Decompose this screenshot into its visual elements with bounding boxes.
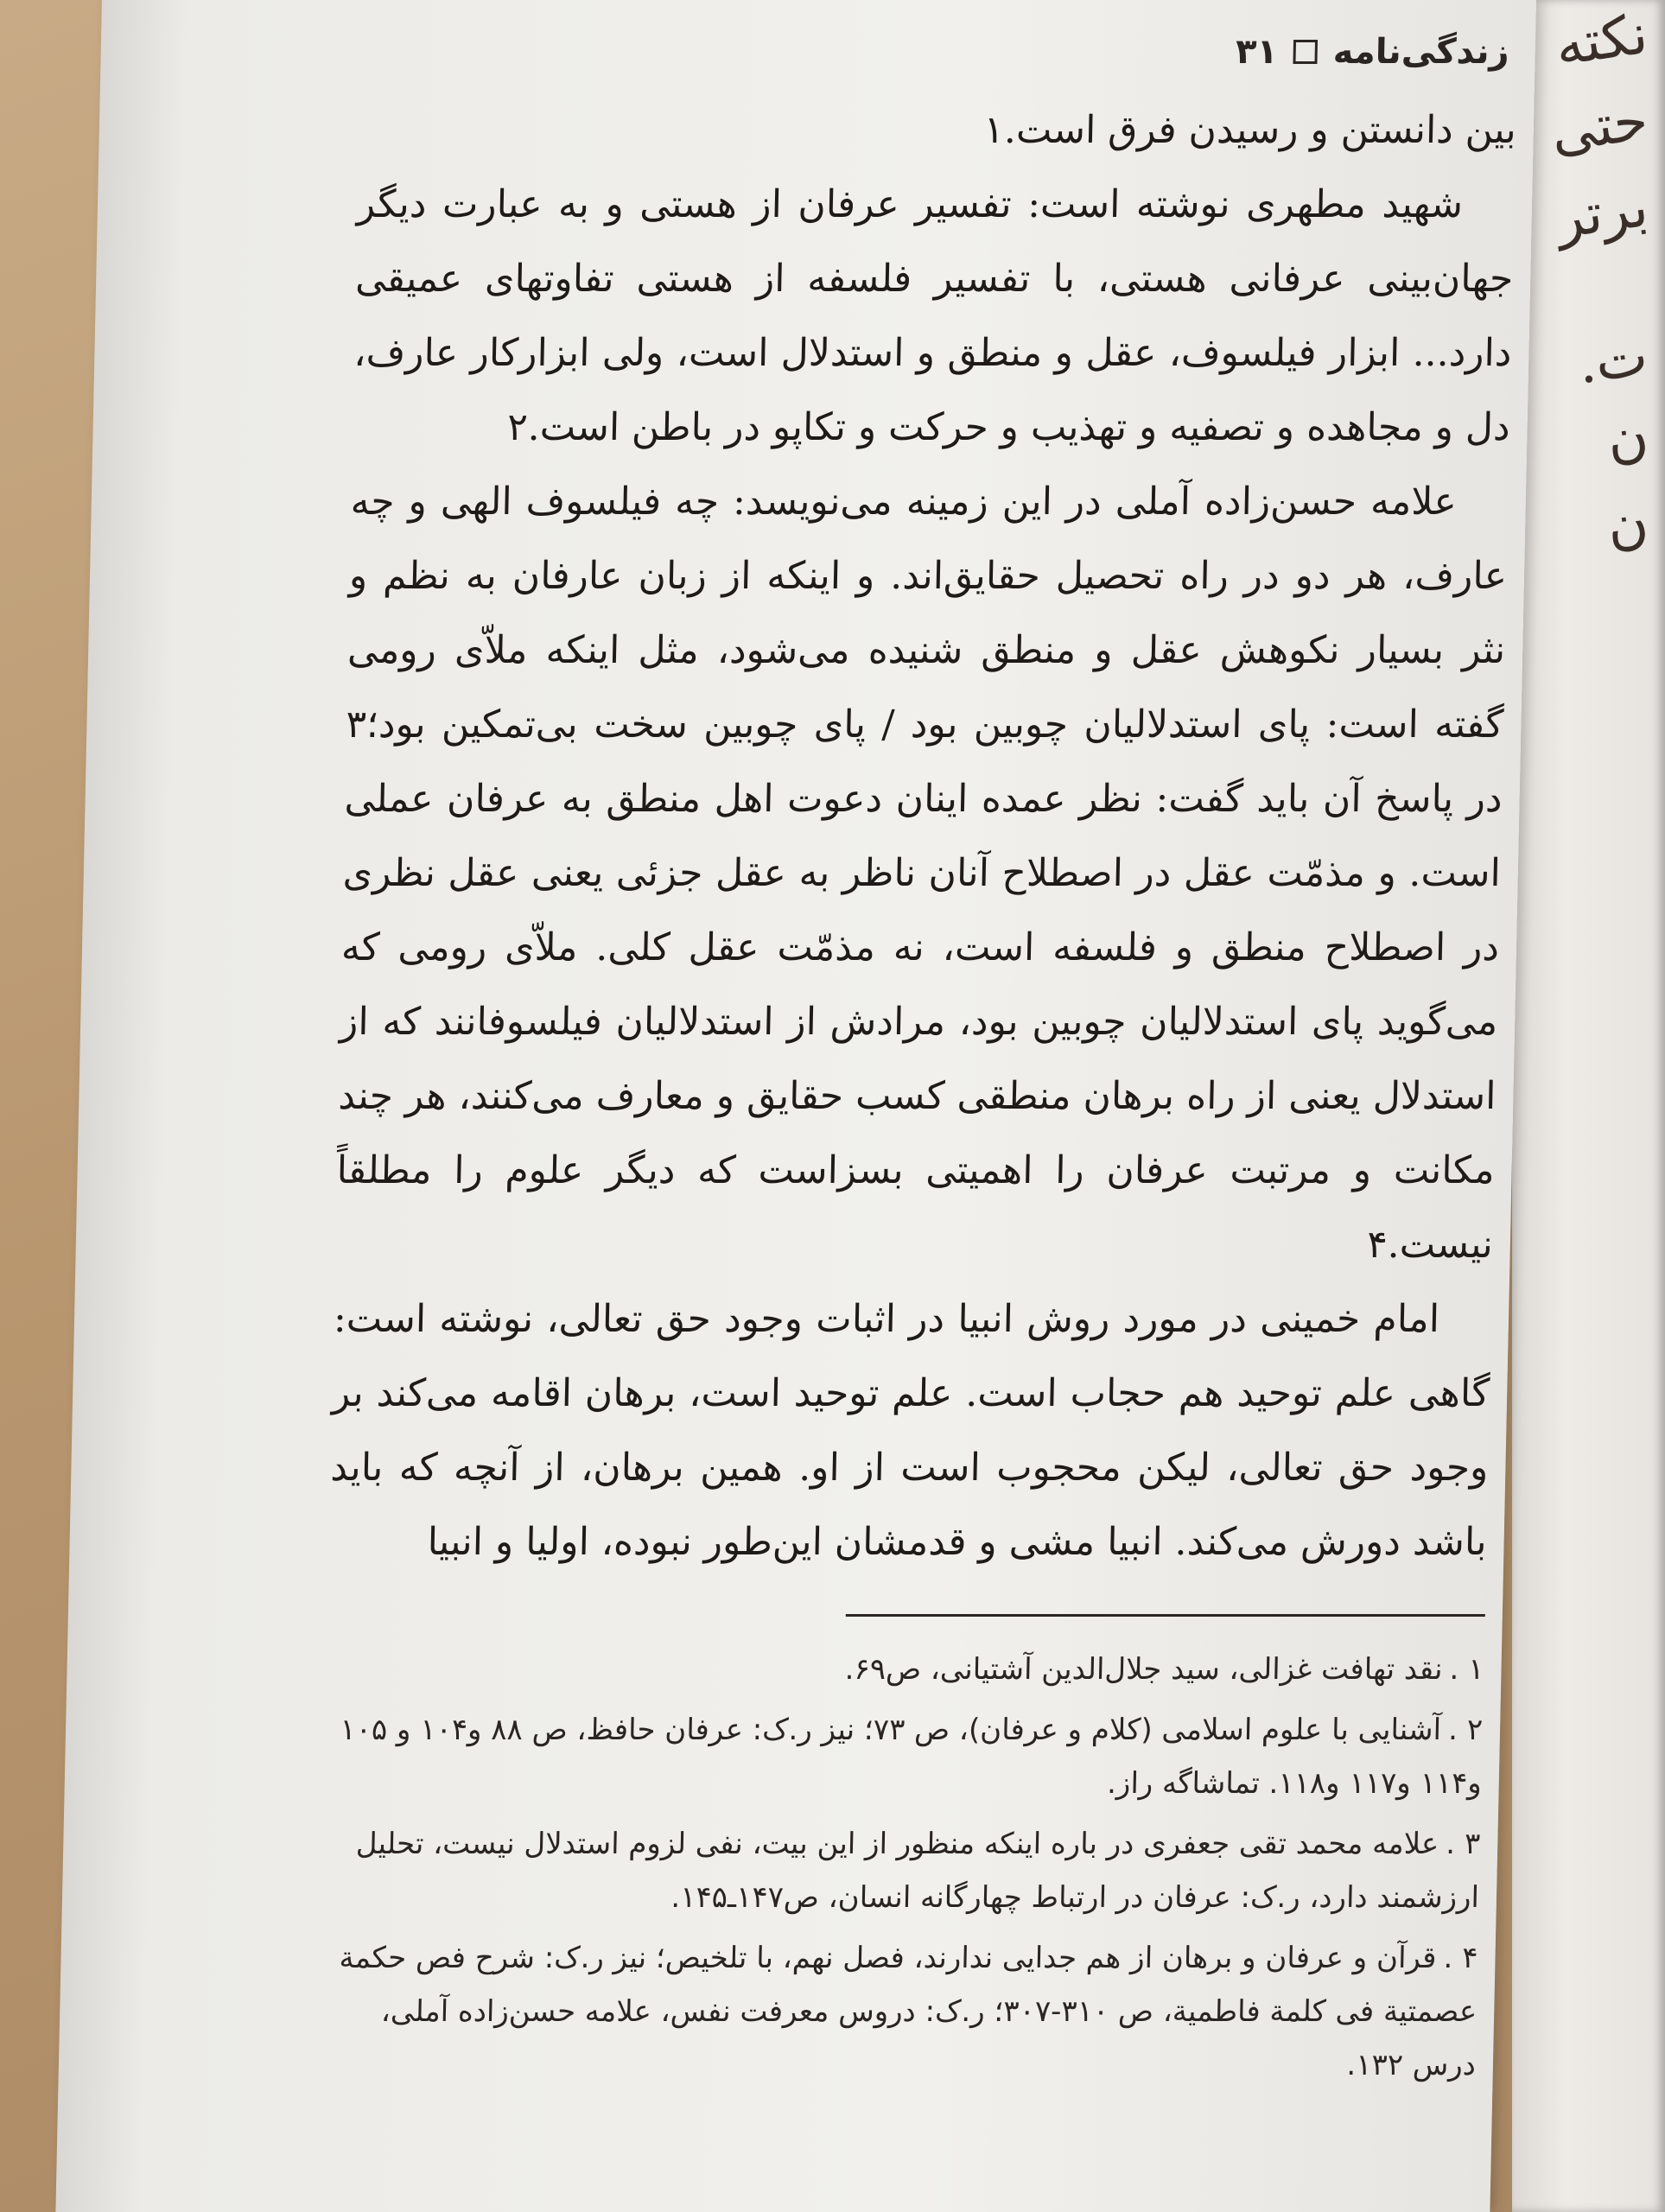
page-content <box>317 26 1518 2099</box>
adjacent-page-edge <box>1512 0 1665 2212</box>
footnote-number: ۲ . <box>1447 1713 1484 1747</box>
footnote-text: نقد تهافت غزالی، سید جلال‌الدین آشتیانی، ص۶۹. <box>844 1652 1443 1687</box>
paragraph: شهید مطهری نوشته است: تفسیر عرفان از هستی و به عبارت دیگر جهان‌بینی عرفانی هستی، با تفسیر فلسفه از هستی تفاوتهای عمیقی دارد... ابزار فیلسوف، عقل و منطق و استدلال است، ولی ابزارکار عارف، دل و مجاهده و تصفیه و تهذیب و حرکت و تکاپو در باطن است.۲ <box>353 182 1514 449</box>
handwritten-mark: ن <box>1603 404 1652 473</box>
handwritten-mark: ت. <box>1573 323 1652 397</box>
footnote-item <box>323 1703 1484 1810</box>
paragraph: علامه حسن‌زاده آملی در این زمینه می‌نویسد: چه فیلسوف الهی و چه عارف، هر دو در راه تحصیل حقایق‌اند. و اینکه از زبان عارفان به نظم و نثر بسیار نکوهش عقل و منطق شنیده می‌شود، مثل اینکه ملاّی رومی گفته است: پای استدلالیان چوبین بود / پای چوبین سخت بی‌تمکین بود؛۳ در پاسخ آن باید گفت: نظر عمده اینان دعوت اهل منطق به عرفان عملی است. و مذمّت عقل در اصطلاح آنان ناظر به عقل جزئی یعنی عقل نظری در اصطلاح منطق و فلسفه است، نه مذمّت عقل کلی. ملاّی رومی که می‌گوید پای استدلالیان چوبین بود، مرادش از استدلالیان فیلسوفانند که از استدلال یعنی از راه برهان منطقی کسب حقایق و معارف می‌کنند، هر چند مکانت و مرتبت عرفان را اهمیتی بسزاست که دیگر علوم را مطلقاً نیست.۴ <box>336 480 1508 1267</box>
running-title: زندگی‌نامه <box>1332 32 1510 72</box>
book-page <box>55 0 1536 2212</box>
body-text <box>328 93 1517 1580</box>
footnote-divider <box>846 1614 1485 1617</box>
paragraph: بین دانستن و رسیدن فرق است.۱ <box>982 108 1517 152</box>
handwritten-mark: ن <box>1603 490 1652 559</box>
footnote-number: ۴ . <box>1443 1941 1478 1975</box>
footnote-text: آشنایی با علوم اسلامی (کلام و عرفان)، ص ۷۳؛ نیز ر.ک: عرفان حافظ، ص ۸۸ و۱۰۴ و ۱۰۵ و۱۱۴ و۱۱۷ و۱۱۸. تماشاگه راز. <box>340 1713 1483 1801</box>
handwritten-mark: حتی <box>1547 88 1652 166</box>
handwritten-mark: نکته <box>1551 2 1652 79</box>
footnote-item <box>321 1817 1481 1924</box>
footnote-text: قرآن و عرفان و برهان از هم جدایی ندارند، فصل نهم، با تلخیص؛ نیز ر.ک: شرح فص حکمة عصمتیة فی کلمة فاطمیة، ص ۳۱۰-۳۰۷؛ ر.ک: دروس معرفت نفس، علامه حسن‌زاده آملی، درس ۱۳۲. <box>339 1941 1478 2082</box>
separator-square-icon <box>1293 40 1318 64</box>
footnote-item <box>317 1931 1478 2092</box>
handwritten-mark: برتر <box>1552 175 1652 252</box>
footnote-item <box>326 1643 1484 1696</box>
running-header <box>359 26 1509 78</box>
footnote-number: ۱ . <box>1449 1652 1484 1687</box>
footnotes <box>317 1643 1484 2092</box>
footnote-text: علامه محمد تقی جعفری در باره اینکه منظور از این بیت، نفی لزوم استدلال نیست، تحلیل ارزشمند دارد، ر.ک: عرفان در ارتباط چهارگانه انسان، ص۱۴۷ـ۱۴۵. <box>355 1827 1480 1915</box>
footnote-number: ۳ . <box>1445 1827 1481 1861</box>
page-number: ۳۱ <box>1235 32 1279 72</box>
paragraph: امام خمینی در مورد روش انبیا در اثبات وجود حق تعالی، نوشته است: گاهی علم توحید هم حجاب است. علم توحید است، برهان اقامه می‌کند بر وجود حق تعالی، لیکن محجوب است از او. همین برهان، از آنچه که باید باشد دورش می‌کند. انبیا مشی و قدمشان این‌طور نبوده، اولیا و انبیا <box>329 1297 1490 1564</box>
